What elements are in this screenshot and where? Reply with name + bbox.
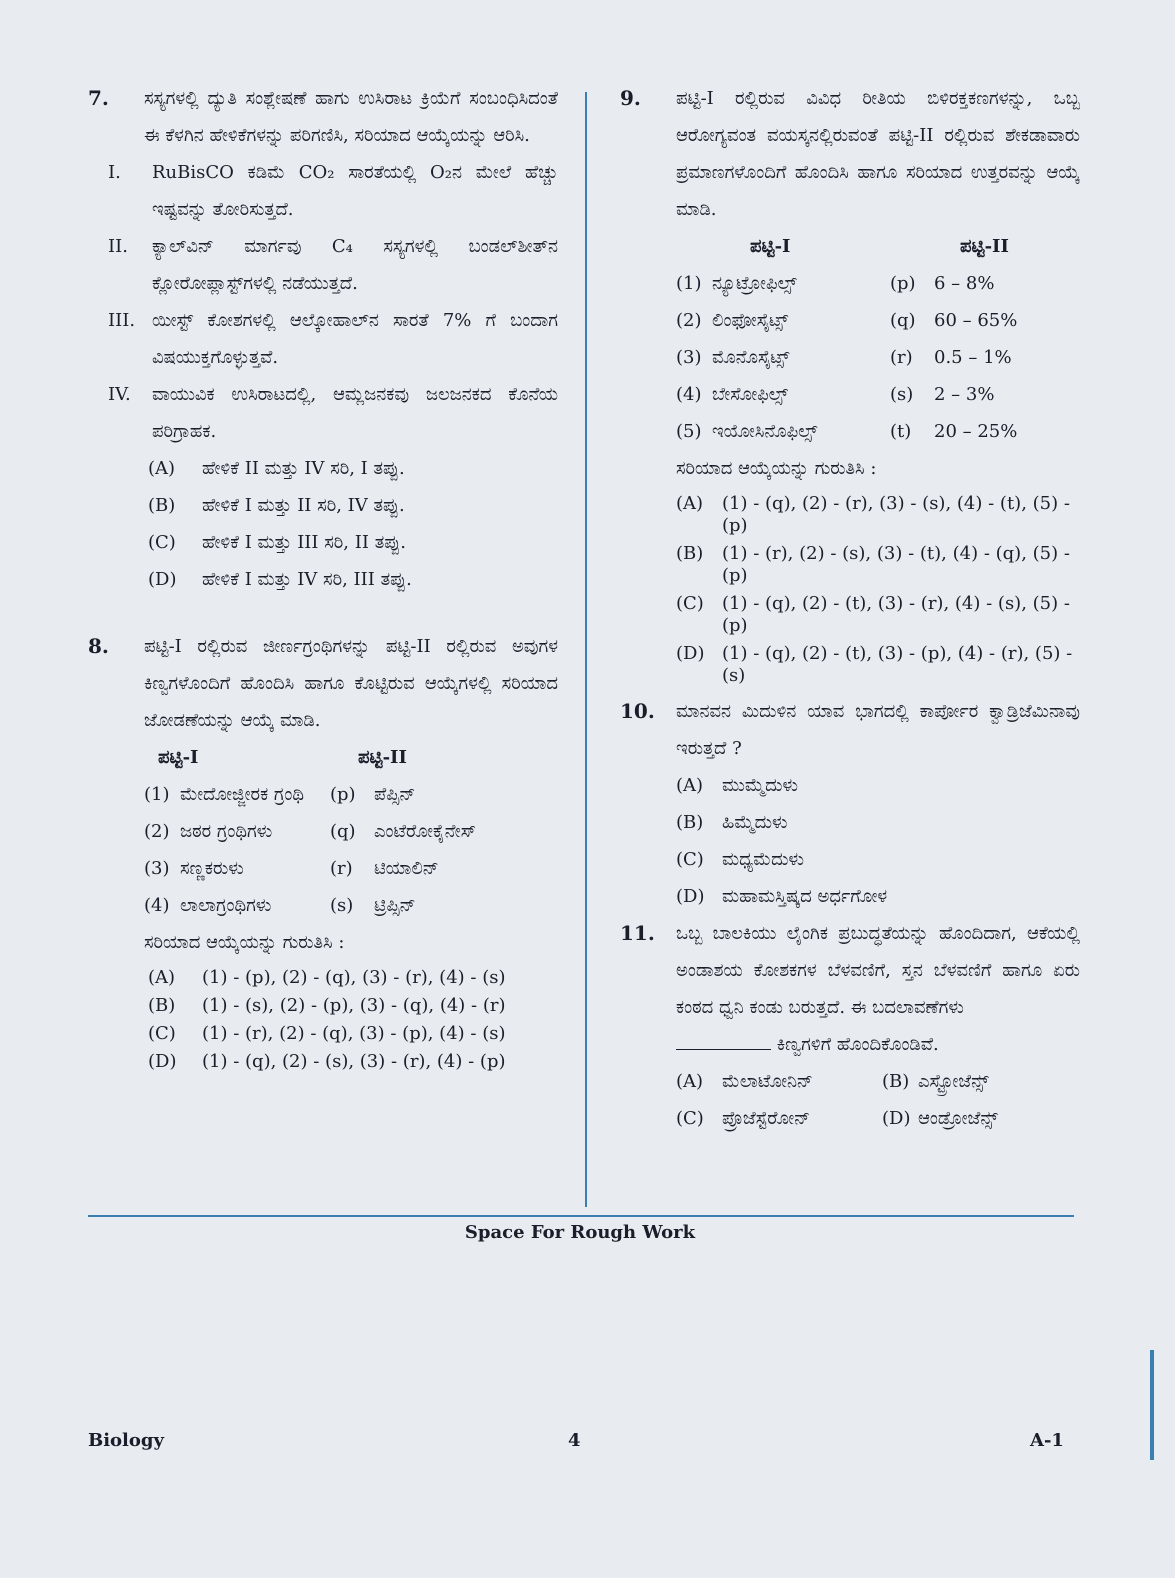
statement bbox=[108, 302, 558, 376]
option-label: (D) bbox=[676, 886, 705, 907]
edge-mark bbox=[1150, 1350, 1154, 1460]
left-column bbox=[88, 80, 558, 1079]
answer-option[interactable] bbox=[676, 804, 1080, 841]
row-letter: (s) bbox=[330, 895, 354, 916]
list-1-header: ಪಟ್ಟಿ-I bbox=[158, 747, 199, 768]
statement-text: ಕ್ಯಾಲ್‌ವಿನ್ ಮಾರ್ಗವು C₄ ಸಸ್ಯಗಳಲ್ಲಿ ಬಂಡಲ್‌ಶೀತ್‌ನ ಕ್ಲೋರೋಪ್ಲಾಸ್ಟ್‌ಗಳಲ್ಲಿ ನಡೆಯುತ್ತದೆ. bbox=[152, 236, 558, 294]
footer-code: A-1 bbox=[1030, 1430, 1064, 1451]
option-text: ಮಹಾಮಸ್ತಿಷ್ಕದ ಅರ್ಧಗೋಳ bbox=[722, 886, 888, 907]
option-label: (C) bbox=[676, 849, 704, 870]
list-2-item: ಟಿಯಾಲಿನ್ bbox=[374, 858, 439, 879]
row-number: (3) bbox=[144, 858, 170, 879]
list-2-item: 60 – 65% bbox=[934, 310, 1018, 331]
statement-text: ಯೀಸ್ಟ್ ಕೋಶಗಳಲ್ಲಿ ಆಲ್ಕೋಹಾಲ್‌ನ ಸಾರತೆ 7% ಗೆ ಬಂದಾಗ ವಿಷಯುಕ್ತಗೊಳ್ಳುತ್ತವೆ. bbox=[152, 310, 558, 368]
list-2-header: ಪಟ್ಟಿ-II bbox=[358, 747, 407, 768]
instruction: ಸರಿಯಾದ ಆಯ್ಕೆಯನ್ನು ಗುರುತಿಸಿ : bbox=[676, 458, 877, 479]
answer-option[interactable] bbox=[148, 450, 558, 487]
statement-numeral: III. bbox=[108, 310, 136, 331]
option-label: (A) bbox=[676, 775, 704, 796]
list-1-item: ನ್ಯೂಟ್ರೋಫಿಲ್ಸ್ bbox=[712, 273, 797, 294]
match-row bbox=[144, 813, 558, 850]
option-text: ಮಧ್ಯಮೆದುಳು bbox=[722, 849, 804, 870]
option-text: (1) - (p), (2) - (q), (3) - (r), (4) - (s) bbox=[202, 967, 506, 988]
row-letter: (r) bbox=[890, 347, 913, 368]
statement bbox=[108, 228, 558, 302]
answer-option[interactable] bbox=[676, 878, 1080, 915]
list-2-item: ಎಂಟೆರೋಕೈನೇಸ್ bbox=[374, 821, 477, 842]
row-letter: (q) bbox=[890, 310, 916, 331]
row-number: (4) bbox=[676, 384, 702, 405]
option-text[interactable]: ಪ್ರೊಜೆಸ್ಟೆರೋನ್ bbox=[722, 1108, 811, 1129]
statement-numeral: II. bbox=[108, 236, 128, 257]
option-text: ಹೇಳಿಕೆ II ಮತ್ತು IV ಸರಿ, I ತಪ್ಪು. bbox=[202, 458, 405, 479]
row-number: (5) bbox=[676, 421, 702, 442]
question-text: ಪಟ್ಟಿ-I ರಲ್ಲಿರುವ ವಿವಿಧ ರೀತಿಯ ಬಿಳಿರಕ್ತಕಣಗಳನ್ನು, ಒಬ್ಬ ಆರೋಗ್ಯವಂತ ವಯಸ್ಕನಲ್ಲಿರುವಂತೆ ಪಟ್ಟಿ-II ರಲ್ಲಿರುವ ಶೇಕಡಾವಾರು ಪ್ರಮಾಣಗಳೊಂದಿಗೆ ಹೊಂದಿಸಿ ಹಾಗೂ ಸರಿಯಾದ ಉತ್ತರವನ್ನು ಆಯ್ಕೆ ಮಾಡಿ. bbox=[676, 88, 1080, 220]
answer-option[interactable] bbox=[676, 643, 1080, 687]
answer-option[interactable] bbox=[676, 493, 1080, 537]
match-row bbox=[144, 887, 558, 924]
option-text: ಹೇಳಿಕೆ I ಮತ್ತು III ಸರಿ, II ತಪ್ಪು. bbox=[202, 532, 406, 553]
question-number: 8. bbox=[88, 634, 109, 658]
question-number: 7. bbox=[88, 86, 109, 110]
list-1-item: ಇಯೋಸಿನೊಫಿಲ್ಸ್ bbox=[712, 421, 818, 442]
list-1-item: ಲಾಲಾಗ್ರಂಥಿಗಳು bbox=[180, 895, 272, 916]
row-number: (2) bbox=[676, 310, 702, 331]
option-text: ಮುಮ್ಮೆದುಳು bbox=[722, 775, 798, 796]
list-1-item: ಸಣ್ಣಕರುಳು bbox=[180, 858, 244, 879]
list-2-item: 20 – 25% bbox=[934, 421, 1018, 442]
option-text: (1) - (r), (2) - (q), (3) - (p), (4) - (s) bbox=[202, 1023, 506, 1044]
row-number: (1) bbox=[676, 273, 702, 294]
option-text: ಹೇಳಿಕೆ I ಮತ್ತು IV ಸರಿ, III ತಪ್ಪು. bbox=[202, 569, 412, 590]
row-letter: (s) bbox=[890, 384, 914, 405]
row-number: (2) bbox=[144, 821, 170, 842]
option-label[interactable]: (C) bbox=[676, 1108, 704, 1129]
question-text: ಸಸ್ಯಗಳಲ್ಲಿ ದ್ಯುತಿ ಸಂಶ್ಲೇಷಣೆ ಹಾಗು ಉಸಿರಾಟ ಕ್ರಿಯೆಗೆ ಸಂಬಂಧಿಸಿದಂತೆ ಈ ಕೆಳಗಿನ ಹೇಳಿಕೆಗಳನ್ನು ಪರಿಗಣಿಸಿ, ಸರಿಯಾದ ಆಯ್ಕೆಯನ್ನು ಆರಿಸಿ. bbox=[144, 88, 558, 146]
question-text: ಮಾನವನ ಮಿದುಳಿನ ಯಾವ ಭಾಗದಲ್ಲಿ ಕಾರ್ಪೋರ ಕ್ವಾಡ್ರಿಜೆಮಿನಾವು ಇರುತ್ತದೆ ? bbox=[676, 701, 1080, 759]
option-label[interactable]: (D) bbox=[882, 1108, 911, 1129]
list-1-item: ಲಿಂಫೋಸೈಟ್ಸ್ bbox=[712, 310, 789, 331]
list-2-item: 6 – 8% bbox=[934, 273, 995, 294]
statement-text: RuBisCO ಕಡಿಮೆ CO₂ ಸಾರತೆಯಲ್ಲಿ O₂ನ ಮೇಲೆ ಹೆಚ್ಚು ಇಷ್ಟವನ್ನು ತೋರಿಸುತ್ತದೆ. bbox=[152, 162, 558, 220]
question-number: 10. bbox=[620, 699, 655, 723]
list-2-item: ಪೆಪ್ಸಿನ್ bbox=[374, 784, 416, 805]
match-row bbox=[676, 376, 1080, 413]
match-row bbox=[144, 850, 558, 887]
option-label: (A) bbox=[148, 458, 176, 479]
match-header bbox=[680, 228, 1080, 265]
instruction: ಸರಿಯಾದ ಆಯ್ಕೆಯನ್ನು ಗುರುತಿಸಿ : bbox=[144, 932, 345, 953]
question-number: 11. bbox=[620, 921, 655, 945]
answer-option[interactable] bbox=[148, 967, 558, 989]
option-text: ಹೇಳಿಕೆ I ಮತ್ತು II ಸರಿ, IV ತಪ್ಪು. bbox=[202, 495, 405, 516]
rough-work-rule bbox=[88, 1215, 1074, 1217]
answer-option[interactable] bbox=[148, 561, 558, 598]
option-label: (D) bbox=[676, 643, 705, 664]
list-1-item: ಮೊನೊಸೈಟ್ಸ್ bbox=[712, 347, 790, 368]
question-text-part: ಒಬ್ಬ ಬಾಲಕಿಯು ಲೈಂಗಿಕ ಪ್ರಬುದ್ಧತೆಯನ್ನು ಹೊಂದಿದಾಗ, ಆಕೆಯಲ್ಲಿ ಅಂಡಾಶಯ ಕೋಶಕಗಳ ಬೆಳವಣಿಗೆ, ಸ್ತನ ಬೆಳವಣಿಗೆ ಹಾಗೂ ಏರು ಕಂಠದ ಧ್ವನಿ ಕಂಡು ಬರುತ್ತದೆ. ಈ ಬದಲಾವಣೆಗಳು bbox=[676, 923, 1080, 1018]
row-letter: (p) bbox=[890, 273, 916, 294]
option-text[interactable]: ಎಸ್ಟ್ರೋಜೆನ್ಸ್ bbox=[918, 1071, 989, 1092]
row-number: (1) bbox=[144, 784, 170, 805]
option-text: (1) - (q), (2) - (t), (3) - (r), (4) - (s), (5) - (p) bbox=[722, 593, 1070, 636]
answer-option[interactable] bbox=[676, 841, 1080, 878]
answer-option-row bbox=[676, 1100, 1080, 1137]
match-row bbox=[676, 413, 1080, 450]
list-2-header: ಪಟ್ಟಿ-II bbox=[960, 236, 1009, 257]
answer-blank bbox=[676, 1031, 771, 1050]
statement bbox=[108, 154, 558, 228]
option-label: (A) bbox=[676, 493, 704, 514]
row-letter: (t) bbox=[890, 421, 912, 442]
option-label: (C) bbox=[148, 1023, 176, 1044]
statement-numeral: IV. bbox=[108, 384, 131, 405]
option-text: (1) - (r), (2) - (s), (3) - (t), (4) - (q), (5) - (p) bbox=[722, 543, 1070, 586]
statement-text: ವಾಯುವಿಕ ಉಸಿರಾಟದಲ್ಲಿ, ಆಮ್ಲಜನಕವು ಜಲಜನಕದ ಕೊನೆಯ ಪರಿಗ್ರಾಹಕ. bbox=[152, 384, 558, 442]
row-number: (4) bbox=[144, 895, 170, 916]
question-8 bbox=[88, 628, 558, 1073]
list-2-item: ಟ್ರಿಪ್ಸಿನ್ bbox=[374, 895, 416, 916]
question-7 bbox=[88, 80, 558, 598]
question-text: ಪಟ್ಟಿ-I ರಲ್ಲಿರುವ ಜೀರ್ಣಗ್ರಂಥಿಗಳನ್ನು ಪಟ್ಟಿ-II ರಲ್ಲಿರುವ ಅವುಗಳ ಕಿಣ್ವಗಳೊಂದಿಗೆ ಹೊಂದಿಸಿ ಹಾಗೂ ಕೊಟ್ಟಿರುವ ಆಯ್ಕೆಗಳಲ್ಲಿ ಸರಿಯಾದ ಜೋಡಣೆಯನ್ನು ಆಯ್ಕೆ ಮಾಡಿ. bbox=[144, 636, 558, 731]
match-row bbox=[676, 265, 1080, 302]
column-divider bbox=[585, 92, 587, 1207]
answer-option[interactable] bbox=[148, 524, 558, 561]
option-text: (1) - (s), (2) - (p), (3) - (q), (4) - (r) bbox=[202, 995, 506, 1016]
option-text: (1) - (q), (2) - (t), (3) - (p), (4) - (r), (5) - (s) bbox=[722, 643, 1073, 686]
match-header bbox=[148, 739, 558, 776]
answer-option[interactable] bbox=[676, 543, 1080, 587]
match-row bbox=[676, 339, 1080, 376]
answer-option-row bbox=[676, 1063, 1080, 1100]
question-text bbox=[676, 915, 1080, 1063]
option-label: (A) bbox=[148, 967, 176, 988]
answer-option[interactable] bbox=[148, 487, 558, 524]
question-text-part: ಕಿಣ್ವಗಳಿಗೆ ಹೊಂದಿಕೊಂಡಿವೆ. bbox=[776, 1034, 939, 1055]
match-row bbox=[144, 776, 558, 813]
option-label: (B) bbox=[676, 812, 704, 833]
option-label[interactable]: (B) bbox=[882, 1071, 910, 1092]
option-label[interactable]: (A) bbox=[676, 1071, 704, 1092]
option-label: (D) bbox=[148, 569, 177, 590]
answer-option[interactable] bbox=[148, 1051, 558, 1073]
option-text: ಹಿಮ್ಮೆದುಳು bbox=[722, 812, 788, 833]
row-letter: (p) bbox=[330, 784, 356, 805]
answer-option[interactable] bbox=[676, 593, 1080, 637]
row-number: (3) bbox=[676, 347, 702, 368]
option-label: (D) bbox=[148, 1051, 177, 1072]
option-text: (1) - (q), (2) - (s), (3) - (r), (4) - (p) bbox=[202, 1051, 506, 1072]
option-label: (B) bbox=[148, 495, 176, 516]
list-1-item: ಬೇಸೋಫಿಲ್ಸ್ bbox=[712, 384, 788, 405]
footer-subject: Biology bbox=[88, 1430, 164, 1451]
answer-option[interactable] bbox=[148, 995, 558, 1017]
statement bbox=[108, 376, 558, 450]
list-2-item: 0.5 – 1% bbox=[934, 347, 1012, 368]
rough-work-label: Space For Rough Work bbox=[464, 1222, 696, 1243]
answer-option[interactable] bbox=[676, 767, 1080, 804]
option-text: (1) - (q), (2) - (r), (3) - (s), (4) - (t), (5) - (p) bbox=[722, 493, 1070, 536]
row-letter: (q) bbox=[330, 821, 356, 842]
option-label: (C) bbox=[676, 593, 704, 614]
option-label: (B) bbox=[676, 543, 704, 564]
statement-numeral: I. bbox=[108, 162, 121, 183]
option-text[interactable]: ಆಂಡ್ರೋಜೆನ್ಸ್ bbox=[918, 1108, 998, 1129]
option-label: (B) bbox=[148, 995, 176, 1016]
option-text[interactable]: ಮೆಲಾಟೋನಿನ್ bbox=[722, 1071, 813, 1092]
footer-page-number: 4 bbox=[568, 1430, 581, 1451]
list-2-item: 2 – 3% bbox=[934, 384, 995, 405]
question-11 bbox=[620, 915, 1080, 1137]
row-letter: (r) bbox=[330, 858, 353, 879]
question-10 bbox=[620, 693, 1080, 915]
right-column bbox=[620, 80, 1080, 1137]
list-1-item: ಜಠರ ಗ್ರಂಥಿಗಳು bbox=[180, 821, 273, 842]
question-9 bbox=[620, 80, 1080, 687]
list-1-header: ಪಟ್ಟಿ-I bbox=[750, 236, 791, 257]
option-label: (C) bbox=[148, 532, 176, 553]
question-number: 9. bbox=[620, 86, 641, 110]
match-row bbox=[676, 302, 1080, 339]
answer-option[interactable] bbox=[148, 1023, 558, 1045]
list-1-item: ಮೇದೋಜ್ಜೀರಕ ಗ್ರಂಥಿ bbox=[180, 784, 304, 805]
